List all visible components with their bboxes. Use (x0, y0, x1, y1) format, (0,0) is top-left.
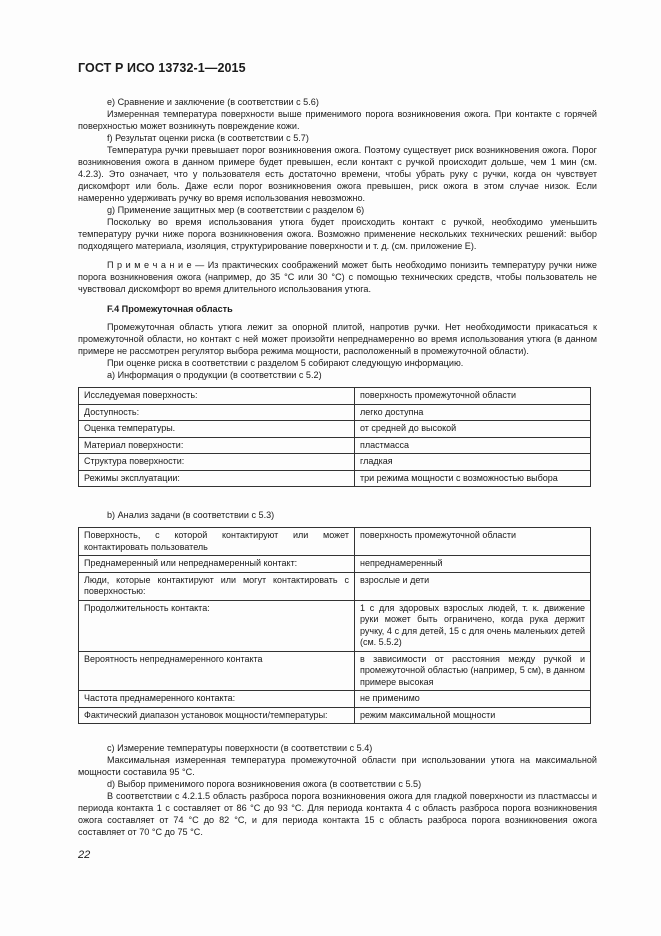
product-info-caption: a) Информация о продукции (в соответствии с 5.2) (107, 370, 322, 380)
table-cell: от средней до высокой (355, 421, 591, 438)
table-row (79, 470, 591, 487)
table-row (79, 528, 591, 556)
table-row (79, 707, 591, 724)
table-cell: не применимо (355, 691, 591, 708)
table-cell: Люди, которые контактируют или могут контактировать с поверхностью: (79, 572, 355, 600)
section-paragraph: При оценке риска в соответствии с разделом 5 собирают следующую информацию. (107, 358, 464, 368)
task-analysis-caption-block (78, 509, 597, 521)
note-paragraph: П р и м е ч а н и е — Из практических соображений может быть необходимо понизить температуру ручки ниже порога возникновения ожога (например, до 35 °C или 30 °C) с помощью технических средств, чтобы пользователь не чувствовал дискомфорт во время длительного использования утюга. (78, 260, 597, 294)
table-cell: Исследуемая поверхность: (79, 388, 355, 405)
table-row (79, 691, 591, 708)
document-header: ГОСТ Р ИСО 13732-1—2015 (78, 61, 246, 75)
table-cell: непреднамеренный (355, 556, 591, 573)
risk-assessment-block-1 (78, 96, 597, 295)
table-row (79, 388, 591, 405)
table-row (79, 421, 591, 438)
table-row (79, 600, 591, 651)
table-cell: Материал поверхности: (79, 437, 355, 454)
item-g-heading: g) Применение защитных мер (в соответствии с разделом 6) (107, 205, 365, 215)
table-row (79, 437, 591, 454)
table-cell: Вероятность непреднамеренного контакта (79, 651, 355, 691)
table-cell: 1 с для здоровых взрослых людей, т. к. движение руки может быть ограничено, когда рука держит ручку, 4 с для детей, 15 с для очень маленьких детей (см. 5.5.2) (355, 600, 591, 651)
table-cell: легко доступна (355, 404, 591, 421)
section-f4 (78, 303, 597, 381)
item-g-text: Поскольку во время использования утюга будет происходить контакт с ручкой, необходимо уменьшить температуру ручки ниже порога возникновения ожога. Возможно применение нескольких технических решений: выбор подходящего материала, изоляция, структурирование поверхности и т. д. (см. приложение E). (78, 217, 597, 251)
item-f-heading: f) Результат оценки риска (в соответствии с 5.7) (107, 133, 309, 143)
risk-assessment-block-3 (78, 742, 597, 838)
item-f-text: Температура ручки превышает порог возникновения ожога. Поэтому существует риск возникновения ожога. Порог возникновения ожога в данном примере будет превышен, если контакт с ручкой происходит дольше, чем 1 мин (см. 4.2.3). Это означает, что у пользователя есть достаточно времени, чтобы убрать руку с ручки, когда он чувствует дискомфорт или боль. Даже если порог возникновения ожога превышен, риск ожога в этом случае низок. Если намеренно удерживать ручку во время использования невозможно. (78, 145, 597, 203)
table-cell: в зависимости от расстояния между ручкой и промежуточной областью (например, 5 см), в данном примере высокая (355, 651, 591, 691)
item-c-text: Максимальная измеренная температура промежуточной области при использовании утюга на максимальной мощности составила 95 °C. (78, 755, 597, 777)
table-cell: Доступность: (79, 404, 355, 421)
table-cell: Поверхность, с которой контактируют или может контактировать пользователь (79, 528, 355, 556)
table-row (79, 572, 591, 600)
table-row (79, 651, 591, 691)
table-cell: Оценка температуры. (79, 421, 355, 438)
item-e-text: Измеренная температура поверхности выше применимого порога возникновения ожога. При контакте с горячей поверхностью может возникнуть повреждение кожи. (78, 109, 597, 131)
table-cell: Продолжительность контакта: (79, 600, 355, 651)
table-cell: поверхность промежуточной области (355, 388, 591, 405)
task-analysis-table (78, 527, 591, 724)
section-title: F.4 Промежуточная область (107, 304, 233, 314)
item-d-heading: d) Выбор применимого порога возникновения ожога (в соответствии с 5.5) (107, 779, 422, 789)
product-info-table (78, 387, 591, 487)
table-cell: Структура поверхности: (79, 454, 355, 471)
task-analysis-caption: b) Анализ задачи (в соответствии с 5.3) (107, 510, 275, 520)
table-cell: Преднамеренный или непреднамеренный контакт: (79, 556, 355, 573)
table-row (79, 404, 591, 421)
table-cell: три режима мощности с возможностью выбора (355, 470, 591, 487)
table-cell: поверхность промежуточной области (355, 528, 591, 556)
table-row (79, 556, 591, 573)
table-cell: Фактический диапазон установок мощности/температуры: (79, 707, 355, 724)
section-paragraph: Промежуточная область утюга лежит за опорной плитой, напротив ручки. Нет необходимости прикасаться к промежуточной области, но контакт с ней может произойти непреднамеренно во время использования утюга (в данном примере не рассмотрен регулятор выбора режима мощности, расположенный в промежуточной области). (78, 322, 597, 356)
table-cell: взрослые и дети (355, 572, 591, 600)
item-e-heading: e) Сравнение и заключение (в соответствии с 5.6) (107, 97, 319, 107)
table-cell: пластмасса (355, 437, 591, 454)
page-number: 22 (78, 849, 91, 861)
table-cell: гладкая (355, 454, 591, 471)
table-cell: Частота преднамеренного контакта: (79, 691, 355, 708)
item-d-text: В соответствии с 4.2.1.5 область разброса порога возникновения ожога для гладкой поверхности из пластмассы и периода контакта 1 с составляет от 86 °C до 93 °C. Для периода контакта 4 с область разброса порога возникновения ожога составляет от 74 °C до 82 °C, и для периода контакта 15 с область разброса порога возникновения ожога составляет от 70 °C до 75 °C. (78, 791, 597, 837)
table-row (79, 454, 591, 471)
item-c-heading: c) Измерение температуры поверхности (в соответствии с 5.4) (107, 743, 373, 753)
table-cell: режим максимальной мощности (355, 707, 591, 724)
table-cell: Режимы эксплуатации: (79, 470, 355, 487)
